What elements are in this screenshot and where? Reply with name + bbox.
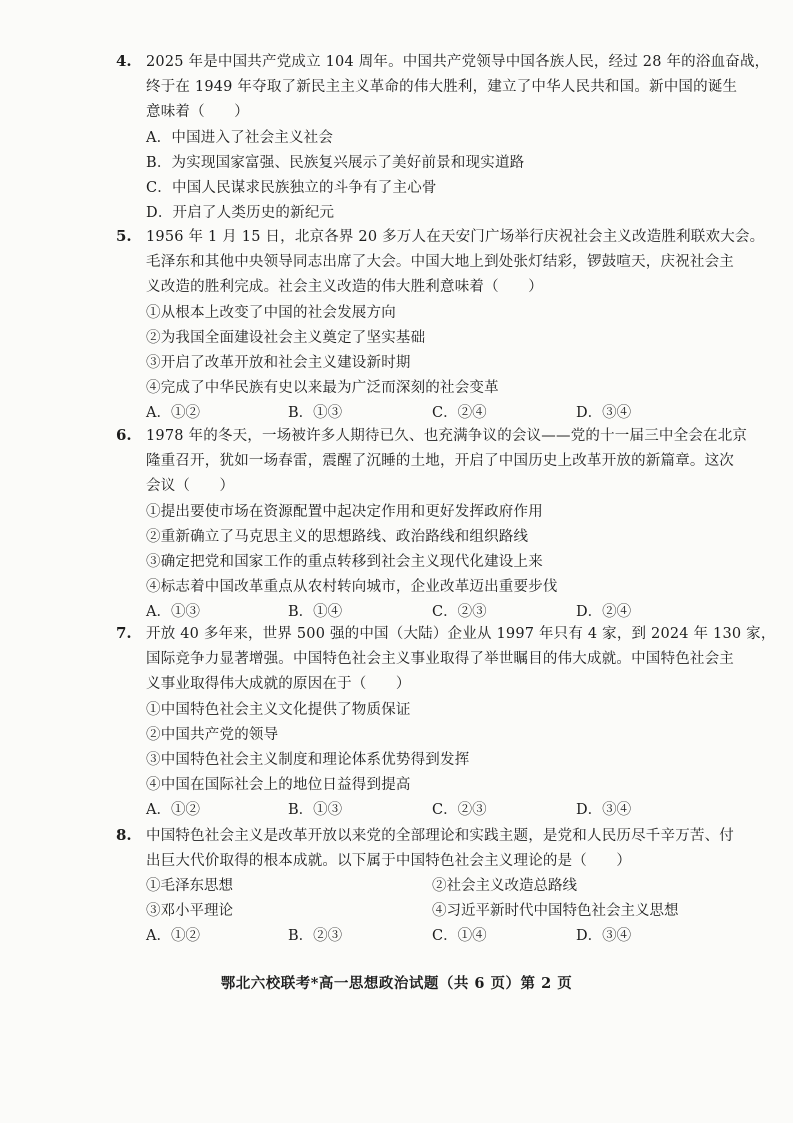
choice-b: B．②③ [288,928,343,945]
question-number: 8. [116,826,132,844]
question-stem-line: 终于在 1949 年夺取了新民主主义革命的伟大胜利，建立了中华人民共和国。新中国的诞生 [146,79,738,96]
choice-row [146,401,736,426]
statement-3: ③开启了改革开放和社会主义建设新时期 [146,355,411,372]
statement-1: ①中国特色社会主义文化提供了物质保证 [146,701,411,718]
question-stem-line: 出巨大代价取得的根本成就。以下属于中国特色社会主义理论的是（ ） [146,853,632,870]
statement-2: ②为我国全面建设社会主义奠定了坚实基础 [146,329,426,346]
question-stem-line: 中国特色社会主义是改革开放以来党的全部理论和实践主题，是党和人民历尽千辛万苦、付 [146,828,734,844]
statement-row [146,899,736,924]
question-number: 4. [116,52,132,70]
choice-d: D．③④ [576,802,632,819]
choice-a: A．①③ [146,604,200,621]
question-number: 6. [116,426,132,444]
statement-2: ②重新确立了马克思主义的思想路线、政治路线和组织路线 [146,528,529,545]
choice-a: A．①② [146,405,200,422]
question-4 [116,50,770,226]
choice-c: C．②③ [432,802,487,819]
choice-a: A．①② [146,802,200,819]
choice-b: B．①④ [288,604,343,621]
statement-4: ④中国在国际社会上的地位日益得到提高 [146,777,411,794]
question-8 [116,824,736,949]
statement-4: ④完成了中华民族有史以来最为广泛而深刻的社会变革 [146,380,499,397]
statement-1: ①从根本上改变了中国的社会发展方向 [146,304,396,321]
choice-c: C．①④ [432,928,487,945]
question-stem-line: 1956 年 1 月 15 日，北京各界 20 多万人在天安门广场举行庆祝社会主义改造胜利联欢大会。 [146,229,765,245]
question-stem-line: 义事业取得伟大成就的原因在于（ ） [146,676,411,693]
statement-3: ③确定把党和国家工作的重点转移到社会主义现代化建设上来 [146,554,543,571]
statement-4: ④标志着中国改革重点从农村转向城市，企业改革迈出重要步伐 [146,579,558,596]
choice-c: C．②③ [432,604,487,621]
choice-d: D．②④ [576,604,632,621]
statement-2: ②中国共产党的领导 [146,726,279,743]
question-number: 5. [116,227,132,245]
choice-d: D．③④ [576,405,632,422]
question-stem-line: 隆重召开，犹如一场春雷，震醒了沉睡的土地，开启了中国历史上改革开放的新篇章。这次 [146,453,734,470]
question-stem-line: 2025 年是中国共产党成立 104 周年。中国共产党领导中国各族人民，经过 28 年的浴血奋战， [146,54,770,70]
statement-3: ③邓小平理论 [146,903,233,920]
question-6 [116,424,748,625]
statement-row [146,874,736,899]
question-stem-line: 会议（ ） [146,478,235,495]
statement-4: ④习近平新时代中国特色社会主义思想 [432,903,679,920]
question-stem-line: 意味着（ ） [146,104,249,121]
choice-b: B．①③ [288,405,343,422]
question-stem-line: 义改造的胜利完成。社会主义改造的伟大胜利意味着（ ） [146,279,543,296]
choice-c: C．②④ [432,405,487,422]
statement-2: ②社会主义改造总路线 [432,878,577,895]
statement-1: ①毛泽东思想 [146,878,233,895]
question-7 [116,622,776,823]
option-d: D．开启了人类历史的新纪元 [146,205,335,222]
option-b: B．为实现国家富强、民族复兴展示了美好前景和现实道路 [146,154,525,171]
choice-b: B．①③ [288,802,343,819]
statement-3: ③中国特色社会主义制度和理论体系优势得到发挥 [146,752,470,769]
statement-1: ①提出要使市场在资源配置中起决定作用和更好发挥政府作用 [146,503,543,520]
choice-row [146,924,736,949]
question-5 [116,225,765,426]
question-stem-line: 开放 40 多年来，世界 500 强的中国（大陆）企业从 1997 年只有 4 家，到 2024 年 130 家， [146,626,776,642]
choice-a: A．①② [146,928,200,945]
choice-row [146,798,736,823]
question-stem-line: 毛泽东和其他中央领导同志出席了大会。中国大地上到处张灯结彩，锣鼓喧天，庆祝社会主 [146,254,734,271]
question-number: 7. [116,624,132,642]
page-footer: 鄂北六校联考*高一思想政治试题（共 6 页）第 2 页 [220,975,573,992]
question-stem-line: 国际竞争力显著增强。中国特色社会主义事业取得了举世瞩目的伟大成就。中国特色社会主 [146,651,734,668]
option-a: A．中国进入了社会主义社会 [146,129,334,146]
option-c: C．中国人民谋求民族独立的斗争有了主心骨 [146,180,437,197]
question-stem-line: 1978 年的冬天，一场被许多人期待已久、也充满争议的会议——党的十一届三中全会在北京 [146,428,748,444]
choice-d: D．③④ [576,928,632,945]
